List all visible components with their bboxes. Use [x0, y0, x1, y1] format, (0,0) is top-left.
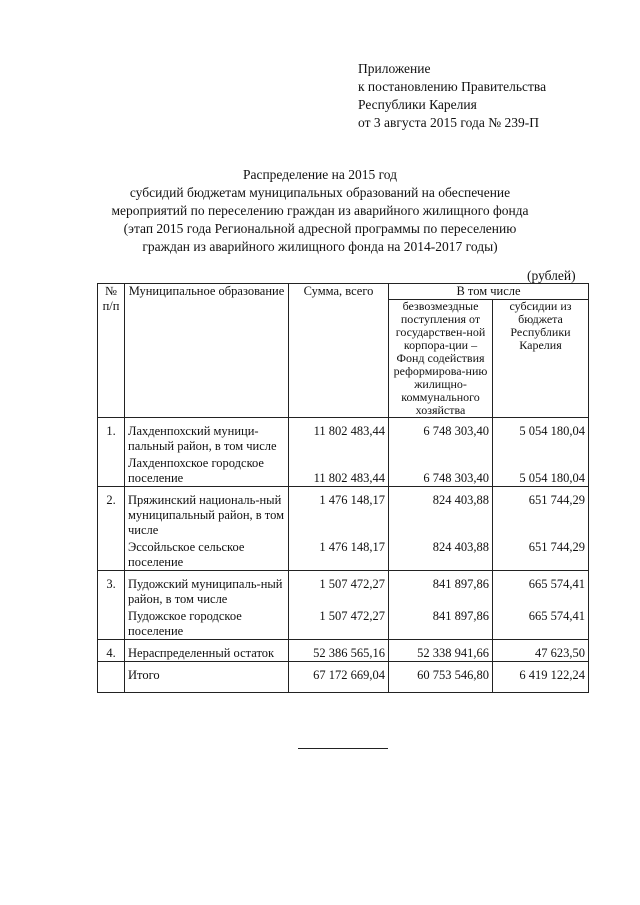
subsidies-cell — [493, 487, 589, 571]
sum-cell — [289, 487, 389, 571]
total-row — [98, 662, 589, 693]
title-line: (этап 2015 года Региональной адресной программы по переселению — [123, 221, 517, 236]
appendix-line: Приложение — [358, 61, 431, 76]
subsidies-value: 5 054 180,04 — [519, 424, 585, 438]
header-no: № п/п — [98, 284, 125, 418]
title-line: субсидий бюджетам муниципальных образований на обеспечение — [129, 185, 511, 200]
free-receipts-value: 841 897,86 — [432, 609, 489, 623]
municipality-cell — [125, 418, 289, 487]
sum-value: 11 802 483,44 — [313, 471, 385, 485]
row-number: 3. — [98, 571, 125, 640]
document-title — [90, 166, 550, 256]
sum-value: 1 507 472,27 — [319, 577, 385, 591]
table-row — [98, 640, 589, 662]
row-number: 4. — [98, 640, 125, 662]
free-receipts-value: 6 748 303,40 — [423, 471, 489, 485]
subsidies-value: 665 574,41 — [528, 609, 585, 623]
appendix-line: к постановлению Правительства — [358, 79, 547, 94]
total-sum: 67 172 669,04 — [289, 662, 389, 693]
municipality-value: Лахденпохское городское поселение — [128, 456, 264, 485]
municipality-value: Пряжинский националь-ный муниципальный район, в том числе — [128, 493, 285, 537]
title-line: Распределение на 2015 год — [242, 167, 398, 182]
sum-value: 11 802 483,44 — [313, 424, 385, 438]
total-subsidies: 6 419 122,24 — [493, 662, 589, 693]
units-label: (рублей) — [527, 268, 576, 283]
total-no-cell — [98, 662, 125, 693]
sum-value: 1 507 472,27 — [319, 609, 385, 623]
row-number: 2. — [98, 487, 125, 571]
free-receipts-value: 824 403,88 — [432, 540, 489, 554]
title-line: мероприятий по переселению граждан из аварийного жилищного фонда — [111, 203, 529, 218]
appendix-line: от 3 августа 2015 года № 239-П — [358, 115, 539, 130]
sum-value: 1 476 148,17 — [319, 493, 385, 507]
subsidies-value: 665 574,41 — [528, 577, 585, 591]
municipality-value: Пудожское городское поселение — [128, 609, 242, 638]
signature-line — [298, 748, 388, 749]
row-number: 1. — [98, 418, 125, 487]
sum-cell — [289, 418, 389, 487]
subsidies-cell — [493, 418, 589, 487]
free-receipts-value: 52 338 941,66 — [417, 646, 489, 660]
municipality-value: Лахденпохский муници-пальный район, в том числе — [128, 424, 277, 453]
sum-value: 52 386 565,16 — [313, 646, 385, 660]
municipality-value: Пудожский муниципаль-ный район, в том числе — [128, 577, 283, 606]
free-receipts-cell — [389, 487, 493, 571]
municipality-cell — [125, 487, 289, 571]
municipality-value: Нераспределенный остаток — [128, 646, 275, 660]
sum-cell — [289, 640, 389, 662]
header-including: В том числе — [389, 284, 589, 300]
total-label: Итого — [125, 662, 289, 693]
municipality-cell — [125, 571, 289, 640]
distribution-table — [97, 283, 589, 693]
table-row — [98, 571, 589, 640]
header-sum: Сумма, всего — [289, 284, 389, 418]
appendix-line: Республики Карелия — [358, 97, 477, 112]
subsidies-value: 47 623,50 — [535, 646, 585, 660]
subsidies-value: 5 054 180,04 — [519, 471, 585, 485]
table-row — [98, 418, 589, 487]
free-receipts-value: 841 897,86 — [432, 577, 489, 591]
appendix-block — [358, 60, 546, 132]
municipality-cell — [125, 640, 289, 662]
free-receipts-value: 824 403,88 — [432, 493, 489, 507]
table-row — [98, 487, 589, 571]
free-receipts-cell — [389, 640, 493, 662]
municipality-value: Эссойльское сельское поселение — [128, 540, 245, 569]
free-receipts-cell — [389, 418, 493, 487]
title-line: граждан из аварийного жилищного фонда на 2014-2017 годы) — [142, 239, 498, 254]
subsidies-value: 651 744,29 — [528, 493, 585, 507]
header-municipality: Муниципальное образование — [125, 284, 289, 418]
subsidies-cell — [493, 640, 589, 662]
free-receipts-value: 6 748 303,40 — [423, 424, 489, 438]
sum-value: 1 476 148,17 — [319, 540, 385, 554]
subsidies-value: 651 744,29 — [528, 540, 585, 554]
sum-cell — [289, 571, 389, 640]
total-free-receipts: 60 753 546,80 — [389, 662, 493, 693]
subsidies-cell — [493, 571, 589, 640]
free-receipts-cell — [389, 571, 493, 640]
header-subsidies: субсидии из бюджета Республики Карелия — [493, 300, 589, 418]
header-free-receipts: безвозмездные поступления от государствен-ной корпора-ции – Фонд содействия реформирова-нию жилищно-коммунального хозяйства — [389, 300, 493, 418]
